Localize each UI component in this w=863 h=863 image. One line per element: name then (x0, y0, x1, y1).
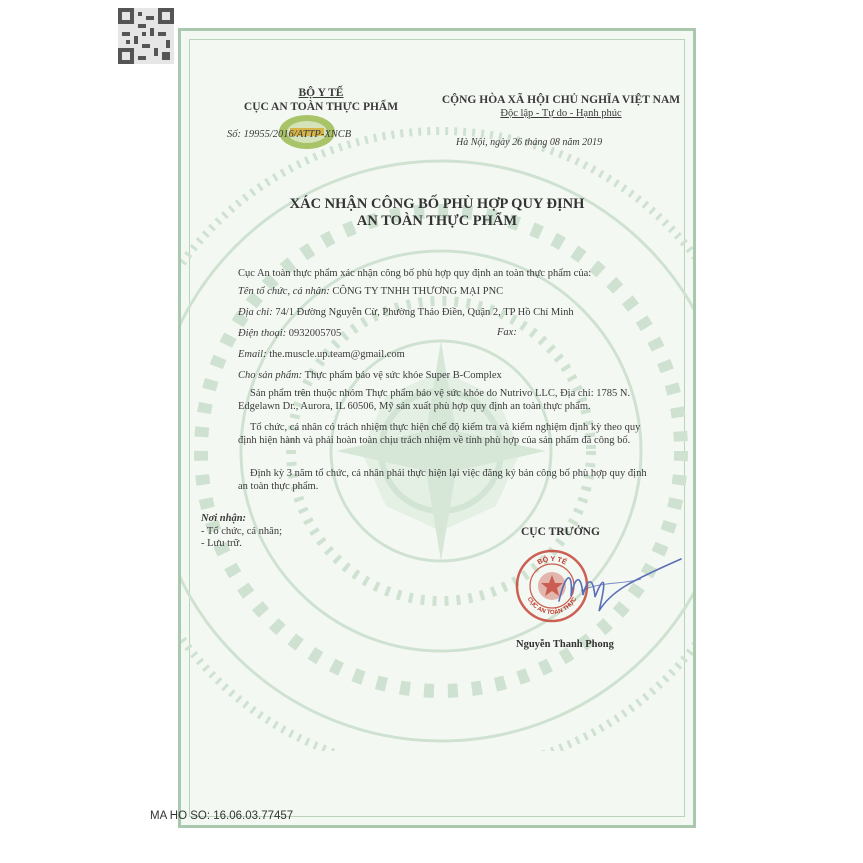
intro-text: Cục An toàn thực phẩm xác nhận công bố phù hợp quy định an toàn thực phẩm của: (238, 268, 592, 279)
title-line-2: AN TOÀN THỰC PHẨM (356, 213, 518, 229)
recipient-item: - Lưu trữ. (201, 538, 242, 549)
phone-value: 0932005705 (288, 328, 342, 339)
handwritten-signature (541, 551, 691, 621)
organization-row (238, 285, 656, 298)
signer-name: Nguyễn Thanh Phong (516, 639, 614, 650)
country-name: CỘNG HÒA XÃ HỘI CHỦ NGHĨA VIỆT NAM (441, 94, 681, 106)
title-line-1: XÁC NHẬN CÔNG BỐ PHÙ HỢP QUY ĐỊNH (289, 196, 585, 212)
phone-row (238, 327, 656, 340)
ministry-name: BỘ Y TẾ (298, 87, 344, 99)
recipient-item: - Tổ chức, cá nhân; (201, 525, 283, 537)
responsibility-paragraph: Tổ chức, cá nhân có trách nhiệm thực hiện chế độ kiểm tra và kiểm nghiệm định kỳ theo quy định hiện hành và phải hoàn toàn chịu trách nhiệm về tính phù hợp của sản phẩm đã công bố. (238, 422, 641, 446)
agency-name: CỤC AN TOÀN THỰC PHẨM (243, 101, 399, 113)
issue-date: Hà Nội, ngày 26 tháng 08 năm 2019 (456, 137, 603, 148)
email-label: Email: (238, 349, 267, 360)
organization-value: CÔNG TY TNHH THƯƠNG MẠI PNC (332, 286, 504, 297)
email-row (238, 348, 656, 361)
address-row (238, 306, 656, 319)
product-value: Thực phẩm bảo vệ sức khỏe Super B-Complex (304, 370, 502, 381)
manufacturer-paragraph: Sản phẩm trên thuộc nhóm Thực phẩm bảo vệ sức khỏe do Nutrivo LLC, Địa chỉ: 1785 N. Edgelawn Dr., Aurora, IL 60506, Mỹ sản xuất phù hợp quy định an toàn thực phẩm. (238, 388, 631, 412)
product-label: Cho sản phẩm: (238, 370, 303, 381)
product-row (238, 369, 656, 382)
document-title (181, 196, 693, 230)
seal-text-top: BỘ Y TẾ (536, 555, 568, 567)
signer-role: CỤC TRƯỞNG (521, 526, 600, 538)
address-value: 74/1 Đường Nguyễn Cừ, Phường Thảo Điền, Quận 2, TP Hồ Chí Minh (275, 307, 574, 318)
renewal-paragraph: Định kỳ 3 năm tổ chức, cá nhân phải thực hiện lại việc đăng ký bản công bố phù hợp quy định an toàn thực phẩm. (238, 468, 647, 492)
issuer-header (221, 86, 421, 114)
national-header (426, 93, 696, 121)
recipients-heading: Nơi nhận: (201, 513, 247, 524)
address-label: Địa chỉ: (238, 307, 273, 318)
phone-label: Điện thoại: (238, 328, 287, 339)
fax-label: Fax: (497, 327, 517, 338)
email-value: the.muscle.up.team@gmail.com (269, 349, 405, 360)
recipients-block (201, 513, 282, 551)
certificate-document (178, 28, 696, 828)
qr-code (118, 8, 174, 64)
national-motto: Độc lập - Tự do - Hạnh phúc (500, 108, 622, 119)
seal-text-bottom: CỤC AN TOÀN THỰC (525, 596, 579, 617)
document-number: Số: 19955/2016/ATTP-XNCB (227, 129, 352, 140)
record-code: MA HO SO: 16.06.03.77457 (150, 810, 294, 822)
organization-label: Tên tổ chức, cá nhân: (238, 286, 330, 297)
